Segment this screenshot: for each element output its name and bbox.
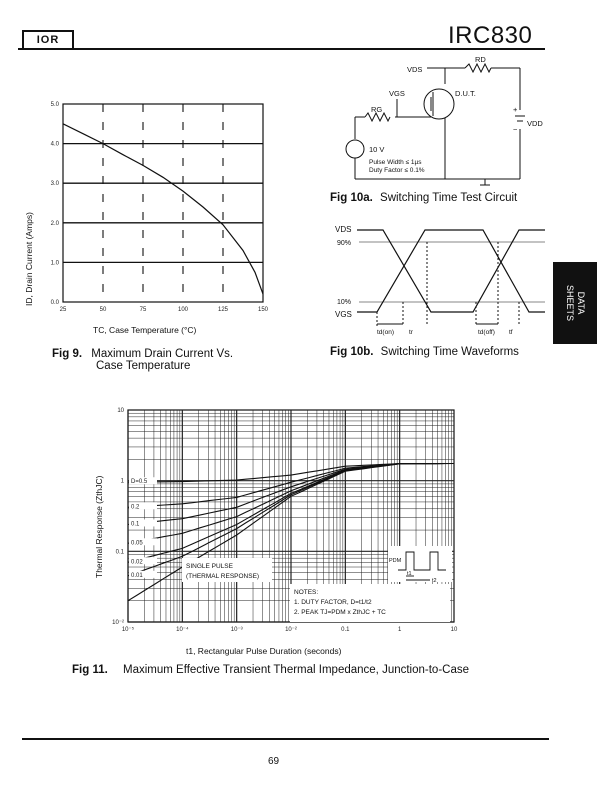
- fig10b-vgs: VGS: [335, 310, 352, 319]
- fig11-xtick: 1: [397, 627, 402, 633]
- fig11-note1: 1. DUTY FACTOR, D=t1/t2: [294, 599, 372, 606]
- fig11-caption-text: Maximum Effective Transient Thermal Impedance, Junction-to-Case: [123, 664, 469, 676]
- fig10a-caption: [330, 192, 517, 204]
- fig9-chart: [18, 96, 280, 341]
- fig10a-gen: 10 V: [369, 145, 385, 154]
- fig11-xtick: 10⁻²: [285, 627, 297, 633]
- fig10b-caption: [330, 346, 519, 358]
- fig11-ytick: 0.1: [115, 549, 124, 556]
- fig10b-tdon: td(on): [377, 329, 394, 336]
- page-number: 69: [268, 756, 280, 767]
- fig9-ylabel: ID, Drain Current (Amps): [24, 212, 34, 306]
- fig11-duty-label: 0.05: [131, 540, 143, 547]
- fig9-caption-line2: Case Temperature: [96, 360, 191, 372]
- fig11-ylabel: Thermal Response (ZthJC): [94, 475, 104, 578]
- fig11-single-pulse-1: SINGLE PULSE: [186, 563, 233, 570]
- fig10b-vds: VDS: [335, 225, 352, 234]
- fig11-xtick: 10: [450, 627, 458, 633]
- fig9-frame: [63, 104, 263, 302]
- fig10a-rd: RD: [475, 55, 486, 64]
- fig9-xtick: 25: [59, 307, 67, 313]
- fig10a-vdd: VDD: [527, 119, 543, 128]
- fig11-duty-labels: [129, 477, 157, 579]
- fig11-t1: t1: [407, 571, 412, 577]
- fig9-caption-num: Fig 9.: [52, 348, 83, 360]
- fig11-t2: t2: [432, 578, 437, 584]
- fig10a-plus: +: [513, 105, 518, 114]
- company-logo: IOR: [22, 30, 74, 50]
- fig9-xtick: 150: [257, 307, 269, 313]
- fig11-chart: [88, 400, 466, 660]
- fig9-ytick: 4.0: [50, 141, 59, 148]
- fig9-ytick: 0.0: [50, 300, 59, 306]
- fig11-xlabel: t1, Rectangular Pulse Duration (seconds): [186, 646, 342, 656]
- fig10b-tr: tr: [409, 329, 413, 336]
- fig9-ytick: 2.0: [50, 220, 59, 227]
- part-number: IRC830: [448, 22, 533, 49]
- fig10b-waveforms: [333, 220, 553, 340]
- fig9-ytick: 1.0: [50, 260, 59, 267]
- section-tab-line2: SHEETS: [565, 284, 575, 322]
- fig9-caption-line1: Maximum Drain Current Vs.: [91, 348, 234, 360]
- fig11-ytick: 1: [120, 478, 124, 485]
- fig11-ytick: 10: [117, 408, 124, 414]
- fig10b-tdoff: td(off): [478, 329, 495, 336]
- fig10a-dut: D.U.T.: [455, 89, 476, 98]
- fig11-xtick: 10⁻⁵: [121, 627, 135, 633]
- fig10b-tf: tf: [509, 329, 513, 336]
- fig11-notes-title: NOTES:: [294, 589, 319, 596]
- fig9-xtick: 100: [177, 307, 189, 313]
- fig10b-caption-text: Switching Time Waveforms: [380, 346, 519, 358]
- fig10a-pulse-width: Pulse Width ≤ 1µs: [369, 159, 422, 166]
- fig9-xtick: 50: [99, 307, 107, 313]
- fig11-xtick: 10⁻³: [230, 627, 243, 633]
- fig10a-duty-factor: Duty Factor ≤ 0.1%: [369, 167, 425, 174]
- footer-rule: [22, 738, 549, 740]
- fig11-pdm: PDM: [389, 558, 402, 564]
- fig9-caption: [52, 348, 233, 372]
- fig11-duty-label: D=0.5: [131, 479, 148, 486]
- fig10a-vgs: VGS: [389, 89, 405, 98]
- fig9-axes: [63, 104, 263, 302]
- fig10b-p10: 10%: [337, 299, 352, 306]
- fig9-ytick: 5.0: [50, 102, 59, 108]
- fig9-xlabel: TC, Case Temperature (°C): [93, 325, 197, 335]
- fig11-duty-label: 0.02: [131, 559, 143, 566]
- fig9-ytick: 3.0: [50, 181, 59, 188]
- fig9-grid: [63, 104, 263, 302]
- fig10b-caption-num: Fig 10b.: [330, 346, 374, 358]
- fig9-xtick: 125: [217, 307, 229, 313]
- fig9-xtick: 75: [139, 307, 147, 313]
- fig11-duty-label: 0.1: [131, 521, 140, 528]
- fig10a-caption-text: Switching Time Test Circuit: [380, 192, 518, 204]
- fig11-ytick: 10⁻²: [112, 620, 124, 626]
- fig11-xtick: 10⁻⁴: [176, 627, 189, 633]
- fig10a-circuit: [335, 54, 550, 189]
- section-tab-line1: DATA: [576, 291, 586, 315]
- fig11-caption: [72, 664, 469, 676]
- fig11-duty-label: 0.2: [131, 504, 140, 511]
- fig11-xtick: 0.1: [341, 627, 350, 633]
- section-tab: [553, 262, 597, 344]
- fig9-curve: [63, 124, 263, 294]
- fig11-duty-label: 0.01: [131, 572, 143, 579]
- fig10a-caption-num: Fig 10a.: [330, 192, 373, 204]
- fig10a-vds: VDS: [407, 65, 423, 74]
- fig11-caption-num: Fig 11.: [72, 664, 108, 676]
- fig10b-p90: 90%: [337, 240, 352, 247]
- fig10a-rg: RG: [371, 105, 383, 114]
- fig10a-minus: −: [513, 125, 518, 134]
- fig11-single-pulse-2: (THERMAL RESPONSE): [186, 573, 260, 580]
- fig11-note2: 2. PEAK TJ=PDM x ZthJC + TC: [294, 609, 386, 616]
